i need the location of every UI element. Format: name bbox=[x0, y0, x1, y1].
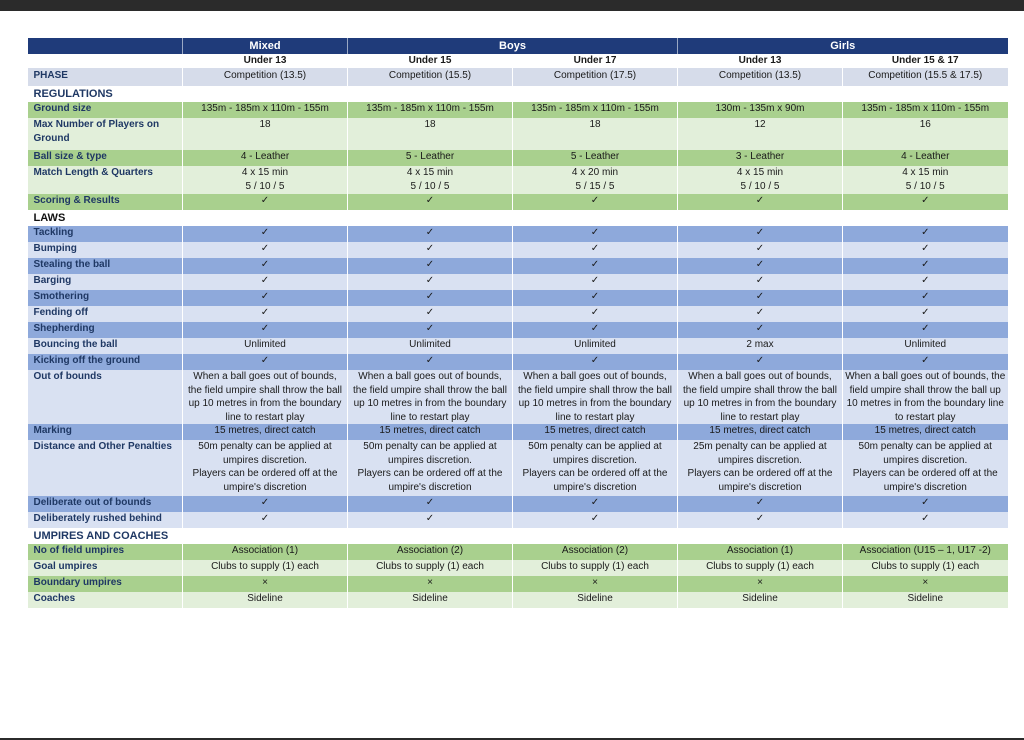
table-cell: 25m penalty can be applied at umpires discretion. Players can be ordered off at the umpire's discretion bbox=[678, 440, 843, 496]
table-cell: 15 metres, direct catch bbox=[183, 424, 348, 440]
table-cell: 130m - 135m x 90m bbox=[678, 102, 843, 118]
table-cell: 50m penalty can be applied at umpires discretion. Players can be ordered off at the umpire's discretion bbox=[513, 440, 678, 496]
table-cell: ✓ bbox=[513, 512, 678, 528]
table-cell: ✓ bbox=[183, 290, 348, 306]
table-cell: ✓ bbox=[843, 242, 1008, 258]
table-cell: 15 metres, direct catch bbox=[843, 424, 1008, 440]
table-cell: ✓ bbox=[678, 306, 843, 322]
table-cell: When a ball goes out of bounds, the field umpire shall throw the ball up 10 metres in from the boundary line to restart play bbox=[183, 370, 348, 424]
table-cell: ✓ bbox=[513, 242, 678, 258]
table-cell: ✓ bbox=[513, 306, 678, 322]
table-cell: Unlimited bbox=[183, 338, 348, 354]
table-cell: Competition (13.5) bbox=[678, 68, 843, 86]
table-row bbox=[28, 370, 1008, 424]
table-cell: 5 - Leather bbox=[348, 150, 513, 166]
table-cell: 12 bbox=[678, 118, 843, 150]
table-cell: ✓ bbox=[183, 194, 348, 210]
table-cell: ✓ bbox=[843, 290, 1008, 306]
table-cell: Sideline bbox=[678, 592, 843, 608]
table-cell: Clubs to supply (1) each bbox=[183, 560, 348, 576]
header-group-row bbox=[28, 38, 1008, 54]
table-cell: 4 - Leather bbox=[843, 150, 1008, 166]
table-row bbox=[28, 150, 1008, 166]
age-group-cell: Under 13 bbox=[183, 54, 348, 68]
row-label: Marking bbox=[28, 424, 183, 440]
table-cell: When a ball goes out of bounds, the field umpire shall throw the ball up 10 metres in from the boundary line to restart play bbox=[678, 370, 843, 424]
table-cell: ✓ bbox=[843, 322, 1008, 338]
table-row bbox=[28, 290, 1008, 306]
table-cell: Competition (13.5) bbox=[183, 68, 348, 86]
table-cell: ✓ bbox=[183, 322, 348, 338]
age-group-cell: Under 15 bbox=[348, 54, 513, 68]
table-cell: 15 metres, direct catch bbox=[513, 424, 678, 440]
row-label: Match Length & Quarters bbox=[28, 166, 183, 194]
table-cell: 135m - 185m x 110m - 155m bbox=[843, 102, 1008, 118]
table-cell: Association (2) bbox=[513, 544, 678, 560]
table-cell: ✓ bbox=[513, 274, 678, 290]
table-row bbox=[28, 274, 1008, 290]
table-cell: 18 bbox=[348, 118, 513, 150]
table-row bbox=[28, 592, 1008, 608]
table-cell: 18 bbox=[183, 118, 348, 150]
table-cell: ✓ bbox=[678, 242, 843, 258]
table-cell: 50m penalty can be applied at umpires discretion. Players can be ordered off at the umpire's discretion bbox=[183, 440, 348, 496]
row-label: UMPIRES AND COACHES bbox=[28, 528, 1008, 544]
table-row bbox=[28, 424, 1008, 440]
table-cell: When a ball goes out of bounds, the field umpire shall throw the ball up 10 metres in from the boundary line to restart play bbox=[843, 370, 1008, 424]
row-label: Deliberately rushed behind bbox=[28, 512, 183, 528]
table-row bbox=[28, 544, 1008, 560]
table-cell: 4 x 15 min 5 / 10 / 5 bbox=[678, 166, 843, 194]
table-cell: ✓ bbox=[183, 354, 348, 370]
table-cell: 50m penalty can be applied at umpires discretion. Players can be ordered off at the umpire's discretion bbox=[348, 440, 513, 496]
row-label: Max Number of Players on Ground bbox=[28, 118, 183, 150]
table-cell: ✓ bbox=[678, 512, 843, 528]
row-label: REGULATIONS bbox=[28, 86, 1008, 102]
table-row bbox=[28, 576, 1008, 592]
table-cell: 5 - Leather bbox=[513, 150, 678, 166]
table-row bbox=[28, 338, 1008, 354]
table-cell: × bbox=[183, 576, 348, 592]
table-cell: ✓ bbox=[513, 322, 678, 338]
age-group-cell bbox=[28, 54, 183, 68]
table-cell: ✓ bbox=[513, 354, 678, 370]
row-label: No of field umpires bbox=[28, 544, 183, 560]
table-cell: 135m - 185m x 110m - 155m bbox=[183, 102, 348, 118]
table-cell: ✓ bbox=[678, 354, 843, 370]
table-cell: ✓ bbox=[183, 306, 348, 322]
table-row bbox=[28, 118, 1008, 150]
table-cell: 15 metres, direct catch bbox=[348, 424, 513, 440]
table-cell: 50m penalty can be applied at umpires discretion. Players can be ordered off at the umpire's discretion bbox=[843, 440, 1008, 496]
table-cell: 3 - Leather bbox=[678, 150, 843, 166]
table-cell: Association (U15 – 1, U17 -2) bbox=[843, 544, 1008, 560]
table-cell: ✓ bbox=[513, 290, 678, 306]
table-cell: ✓ bbox=[843, 226, 1008, 242]
table-cell: When a ball goes out of bounds, the field umpire shall throw the ball up 10 metres in from the boundary line to restart play bbox=[513, 370, 678, 424]
table-cell: Association (1) bbox=[183, 544, 348, 560]
table-cell: 4 x 15 min 5 / 10 / 5 bbox=[183, 166, 348, 194]
row-label: Tackling bbox=[28, 226, 183, 242]
table-row bbox=[28, 68, 1008, 86]
table-cell: ✓ bbox=[678, 290, 843, 306]
table-cell: 18 bbox=[513, 118, 678, 150]
table-cell: Clubs to supply (1) each bbox=[843, 560, 1008, 576]
row-label: Smothering bbox=[28, 290, 183, 306]
row-label: Scoring & Results bbox=[28, 194, 183, 210]
table-row bbox=[28, 512, 1008, 528]
window-top-bar bbox=[0, 0, 1024, 11]
header-group-cell bbox=[28, 38, 183, 54]
row-label: Ball size & type bbox=[28, 150, 183, 166]
header-group-cell: Boys bbox=[348, 38, 678, 54]
table-cell: 15 metres, direct catch bbox=[678, 424, 843, 440]
table-cell: ✓ bbox=[348, 496, 513, 512]
table-cell: 4 x 15 min 5 / 10 / 5 bbox=[348, 166, 513, 194]
table-cell: ✓ bbox=[183, 512, 348, 528]
table-row bbox=[28, 306, 1008, 322]
table-cell: ✓ bbox=[183, 242, 348, 258]
table-cell: ✓ bbox=[348, 242, 513, 258]
table-cell: Clubs to supply (1) each bbox=[678, 560, 843, 576]
table-row bbox=[28, 258, 1008, 274]
header-group-cell: Mixed bbox=[183, 38, 348, 54]
table-cell: Sideline bbox=[183, 592, 348, 608]
section-header-row bbox=[28, 86, 1008, 102]
table-cell: ✓ bbox=[513, 258, 678, 274]
table-cell: ✓ bbox=[843, 512, 1008, 528]
section-header-row bbox=[28, 528, 1008, 544]
row-label: Bouncing the ball bbox=[28, 338, 183, 354]
table-cell: ✓ bbox=[678, 274, 843, 290]
table-row bbox=[28, 102, 1008, 118]
table-cell: ✓ bbox=[678, 226, 843, 242]
table-cell: Clubs to supply (1) each bbox=[513, 560, 678, 576]
row-label: LAWS bbox=[28, 210, 1008, 226]
table-cell: ✓ bbox=[348, 258, 513, 274]
table-cell: Unlimited bbox=[348, 338, 513, 354]
table-cell: ✓ bbox=[678, 258, 843, 274]
table-cell: 4 x 20 min 5 / 15 / 5 bbox=[513, 166, 678, 194]
table-cell: Competition (15.5 & 17.5) bbox=[843, 68, 1008, 86]
table-cell: ✓ bbox=[513, 496, 678, 512]
row-label: Out of bounds bbox=[28, 370, 183, 424]
table-cell: ✓ bbox=[843, 258, 1008, 274]
table-cell: ✓ bbox=[348, 226, 513, 242]
table-cell: ✓ bbox=[348, 354, 513, 370]
table-cell: ✓ bbox=[843, 194, 1008, 210]
row-label: Stealing the ball bbox=[28, 258, 183, 274]
table-cell: ✓ bbox=[843, 496, 1008, 512]
age-group-cell: Under 15 & 17 bbox=[843, 54, 1008, 68]
row-label: Deliberate out of bounds bbox=[28, 496, 183, 512]
table-cell: Association (1) bbox=[678, 544, 843, 560]
table-row bbox=[28, 440, 1008, 496]
table-row bbox=[28, 166, 1008, 194]
table-cell: ✓ bbox=[183, 258, 348, 274]
table-cell: Competition (17.5) bbox=[513, 68, 678, 86]
table-row bbox=[28, 226, 1008, 242]
row-label: Bumping bbox=[28, 242, 183, 258]
table-cell: 135m - 185m x 110m - 155m bbox=[348, 102, 513, 118]
table-cell: ✓ bbox=[843, 354, 1008, 370]
table-cell: ✓ bbox=[678, 194, 843, 210]
row-label: Barging bbox=[28, 274, 183, 290]
table-cell: Clubs to supply (1) each bbox=[348, 560, 513, 576]
row-label: Ground size bbox=[28, 102, 183, 118]
table-cell: ✓ bbox=[348, 290, 513, 306]
table-cell: × bbox=[348, 576, 513, 592]
row-label: Kicking off the ground bbox=[28, 354, 183, 370]
table-cell: ✓ bbox=[348, 274, 513, 290]
table-cell: ✓ bbox=[843, 274, 1008, 290]
table-cell: Unlimited bbox=[513, 338, 678, 354]
table-cell: ✓ bbox=[843, 306, 1008, 322]
table-row bbox=[28, 496, 1008, 512]
table-cell: 135m - 185m x 110m - 155m bbox=[513, 102, 678, 118]
row-label: PHASE bbox=[28, 68, 183, 86]
table-cell: × bbox=[513, 576, 678, 592]
table-cell: ✓ bbox=[348, 512, 513, 528]
table-cell: Sideline bbox=[348, 592, 513, 608]
table-cell: ✓ bbox=[348, 322, 513, 338]
table-cell: Sideline bbox=[513, 592, 678, 608]
table-row bbox=[28, 560, 1008, 576]
section-header-row bbox=[28, 210, 1008, 226]
table-cell: ✓ bbox=[513, 226, 678, 242]
table-cell: 2 max bbox=[678, 338, 843, 354]
row-label: Coaches bbox=[28, 592, 183, 608]
table-row bbox=[28, 194, 1008, 210]
age-group-cell: Under 17 bbox=[513, 54, 678, 68]
table-row bbox=[28, 354, 1008, 370]
table-cell: 4 - Leather bbox=[183, 150, 348, 166]
row-label: Fending off bbox=[28, 306, 183, 322]
table-cell: ✓ bbox=[348, 306, 513, 322]
rules-comparison-table bbox=[27, 38, 1008, 608]
table-cell: × bbox=[678, 576, 843, 592]
table-row bbox=[28, 322, 1008, 338]
table-cell: 16 bbox=[843, 118, 1008, 150]
row-label: Distance and Other Penalties bbox=[28, 440, 183, 496]
table-row bbox=[28, 242, 1008, 258]
table-cell: ✓ bbox=[678, 322, 843, 338]
header-group-cell: Girls bbox=[678, 38, 1008, 54]
table-cell: ✓ bbox=[183, 496, 348, 512]
row-label: Goal umpires bbox=[28, 560, 183, 576]
table-cell: ✓ bbox=[678, 496, 843, 512]
row-label: Shepherding bbox=[28, 322, 183, 338]
table-cell: × bbox=[843, 576, 1008, 592]
table-cell: Competition (15.5) bbox=[348, 68, 513, 86]
table-cell: Sideline bbox=[843, 592, 1008, 608]
table-cell: ✓ bbox=[513, 194, 678, 210]
table-cell: Association (2) bbox=[348, 544, 513, 560]
table-cell: ✓ bbox=[348, 194, 513, 210]
table-cell: Unlimited bbox=[843, 338, 1008, 354]
table-cell: When a ball goes out of bounds, the field umpire shall throw the ball up 10 metres in from the boundary line to restart play bbox=[348, 370, 513, 424]
table-cell: 4 x 15 min 5 / 10 / 5 bbox=[843, 166, 1008, 194]
header-age-row bbox=[28, 54, 1008, 68]
table-cell: ✓ bbox=[183, 226, 348, 242]
table-cell: ✓ bbox=[183, 274, 348, 290]
row-label: Boundary umpires bbox=[28, 576, 183, 592]
age-group-cell: Under 13 bbox=[678, 54, 843, 68]
